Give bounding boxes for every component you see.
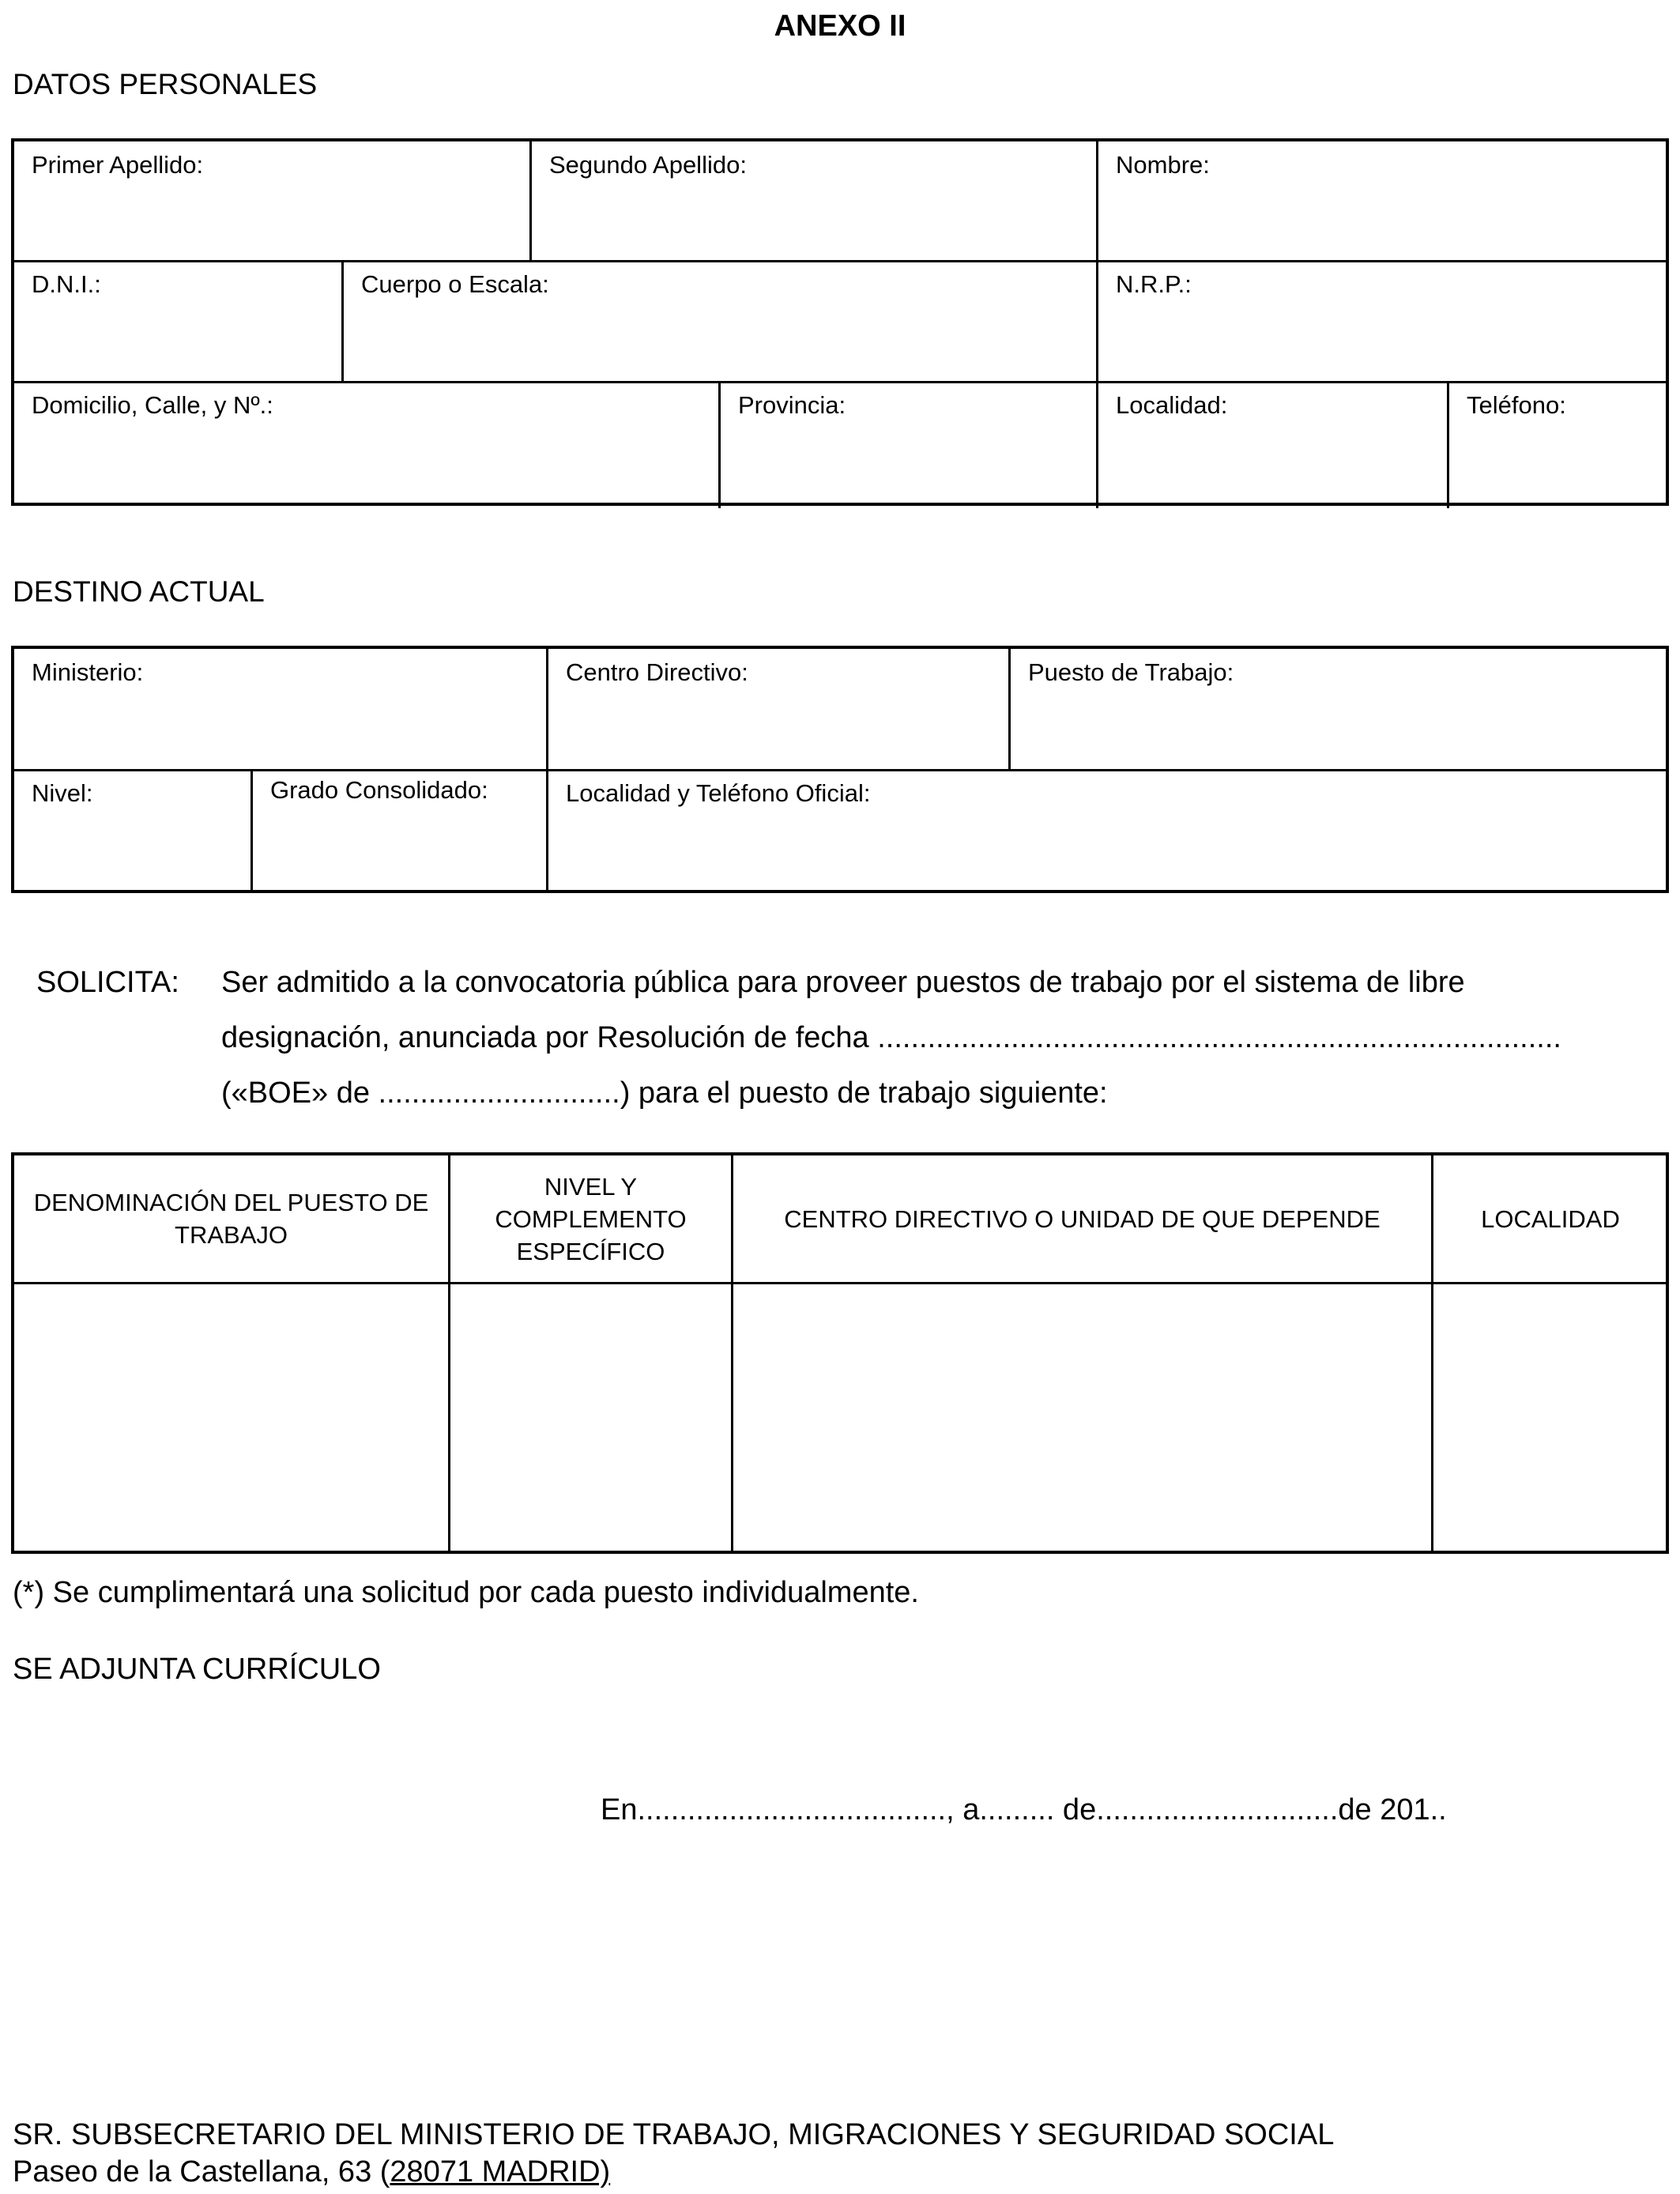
solicita-line-3: («BOE» de .............................) para el puesto de trabajo siguiente:: [221, 1076, 1108, 1110]
field-label: Nivel:: [32, 779, 93, 807]
localidad-field[interactable]: [1098, 382, 1447, 505]
field-label: Localidad y Teléfono Oficial:: [566, 779, 871, 807]
centro-directivo-input-cell[interactable]: [733, 1284, 1431, 1554]
field-label: Segundo Apellido:: [549, 151, 747, 179]
attachment-note: SE ADJUNTA CURRÍCULO: [13, 1653, 381, 1686]
field-label: Provincia:: [738, 391, 846, 419]
datos-personales-heading: DATOS PERSONALES: [13, 68, 318, 100]
denominacion-input-cell[interactable]: [14, 1284, 448, 1554]
addressee-title: SR. SUBSECRETARIO DEL MINISTERIO DE TRABAJO, MIGRACIONES Y SEGURIDAD SOCIAL: [13, 2118, 1335, 2151]
segundo-apellido-field[interactable]: [532, 141, 1096, 260]
provincia-field[interactable]: [721, 382, 1096, 505]
column-header-centro-directivo: CENTRO DIRECTIVO O UNIDAD DE QUE DEPENDE: [784, 1204, 1381, 1233]
addressee-city: 28071 MADRID): [390, 2155, 611, 2188]
domicilio-field[interactable]: [14, 382, 718, 505]
field-label: Domicilio, Calle, y Nº.:: [32, 391, 273, 419]
field-label: Centro Directivo:: [566, 658, 748, 686]
primer-apellido-field[interactable]: [14, 141, 529, 260]
document-title: ANEXO II: [774, 9, 906, 43]
addressee-street: Paseo de la Castellana, 63 (: [13, 2155, 390, 2188]
column-header-denominacion: DENOMINACIÓN DEL PUESTO DE TRABAJO: [33, 1189, 429, 1249]
field-label: Nombre:: [1116, 151, 1210, 179]
nombre-field[interactable]: [1098, 141, 1667, 260]
field-label: Grado Consolidado:: [270, 776, 488, 804]
datos-personales-form: [11, 138, 1669, 506]
centro-directivo-field[interactable]: [548, 649, 1008, 769]
localidad-telefono-oficial-field[interactable]: [548, 770, 1667, 890]
destino-actual-form: [11, 646, 1669, 893]
destino-actual-heading: DESTINO ACTUAL: [13, 575, 265, 608]
puesto-trabajo-field[interactable]: [1011, 649, 1667, 769]
column-header-nivel: NIVEL Y COMPLEMENTO ESPECÍFICO: [495, 1172, 687, 1265]
addressee-address: [13, 2155, 610, 2189]
localidad-input-cell[interactable]: [1433, 1284, 1667, 1554]
field-label: Localidad:: [1116, 391, 1228, 419]
field-label: N.R.P.:: [1116, 270, 1192, 298]
nivel-field[interactable]: [14, 770, 250, 890]
dni-field[interactable]: [14, 261, 341, 381]
nivel-input-cell[interactable]: [450, 1284, 731, 1554]
solicita-line-1: Ser admitido a la convocatoria pública para proveer puestos de trabajo por el sistema de libre: [221, 966, 1465, 999]
field-label: Cuerpo o Escala:: [361, 270, 549, 298]
column-header-localidad: LOCALIDAD: [1481, 1204, 1620, 1233]
field-label: Primer Apellido:: [32, 151, 204, 179]
cuerpo-escala-field[interactable]: [344, 261, 1096, 381]
field-label: Puesto de Trabajo:: [1028, 658, 1234, 686]
solicita-label: SOLICITA:: [36, 966, 179, 999]
nrp-field[interactable]: [1098, 261, 1667, 381]
field-label: Ministerio:: [32, 658, 144, 686]
field-label: D.N.I.:: [32, 270, 101, 298]
puesto-table: [11, 1152, 1669, 1554]
grado-consolidado-field[interactable]: [253, 770, 546, 890]
ministerio-field[interactable]: [14, 649, 546, 769]
date-line[interactable]: En....................................., a......... de.............................de 201..: [601, 1793, 1447, 1826]
telefono-field[interactable]: [1449, 382, 1667, 505]
footnote: (*) Se cumplimentará una solicitud por cada puesto individualmente.: [13, 1576, 919, 1609]
solicita-line-2: designación, anunciada por Resolución de fecha ..................................................................................: [221, 1021, 1561, 1054]
field-label: Teléfono:: [1467, 391, 1566, 419]
